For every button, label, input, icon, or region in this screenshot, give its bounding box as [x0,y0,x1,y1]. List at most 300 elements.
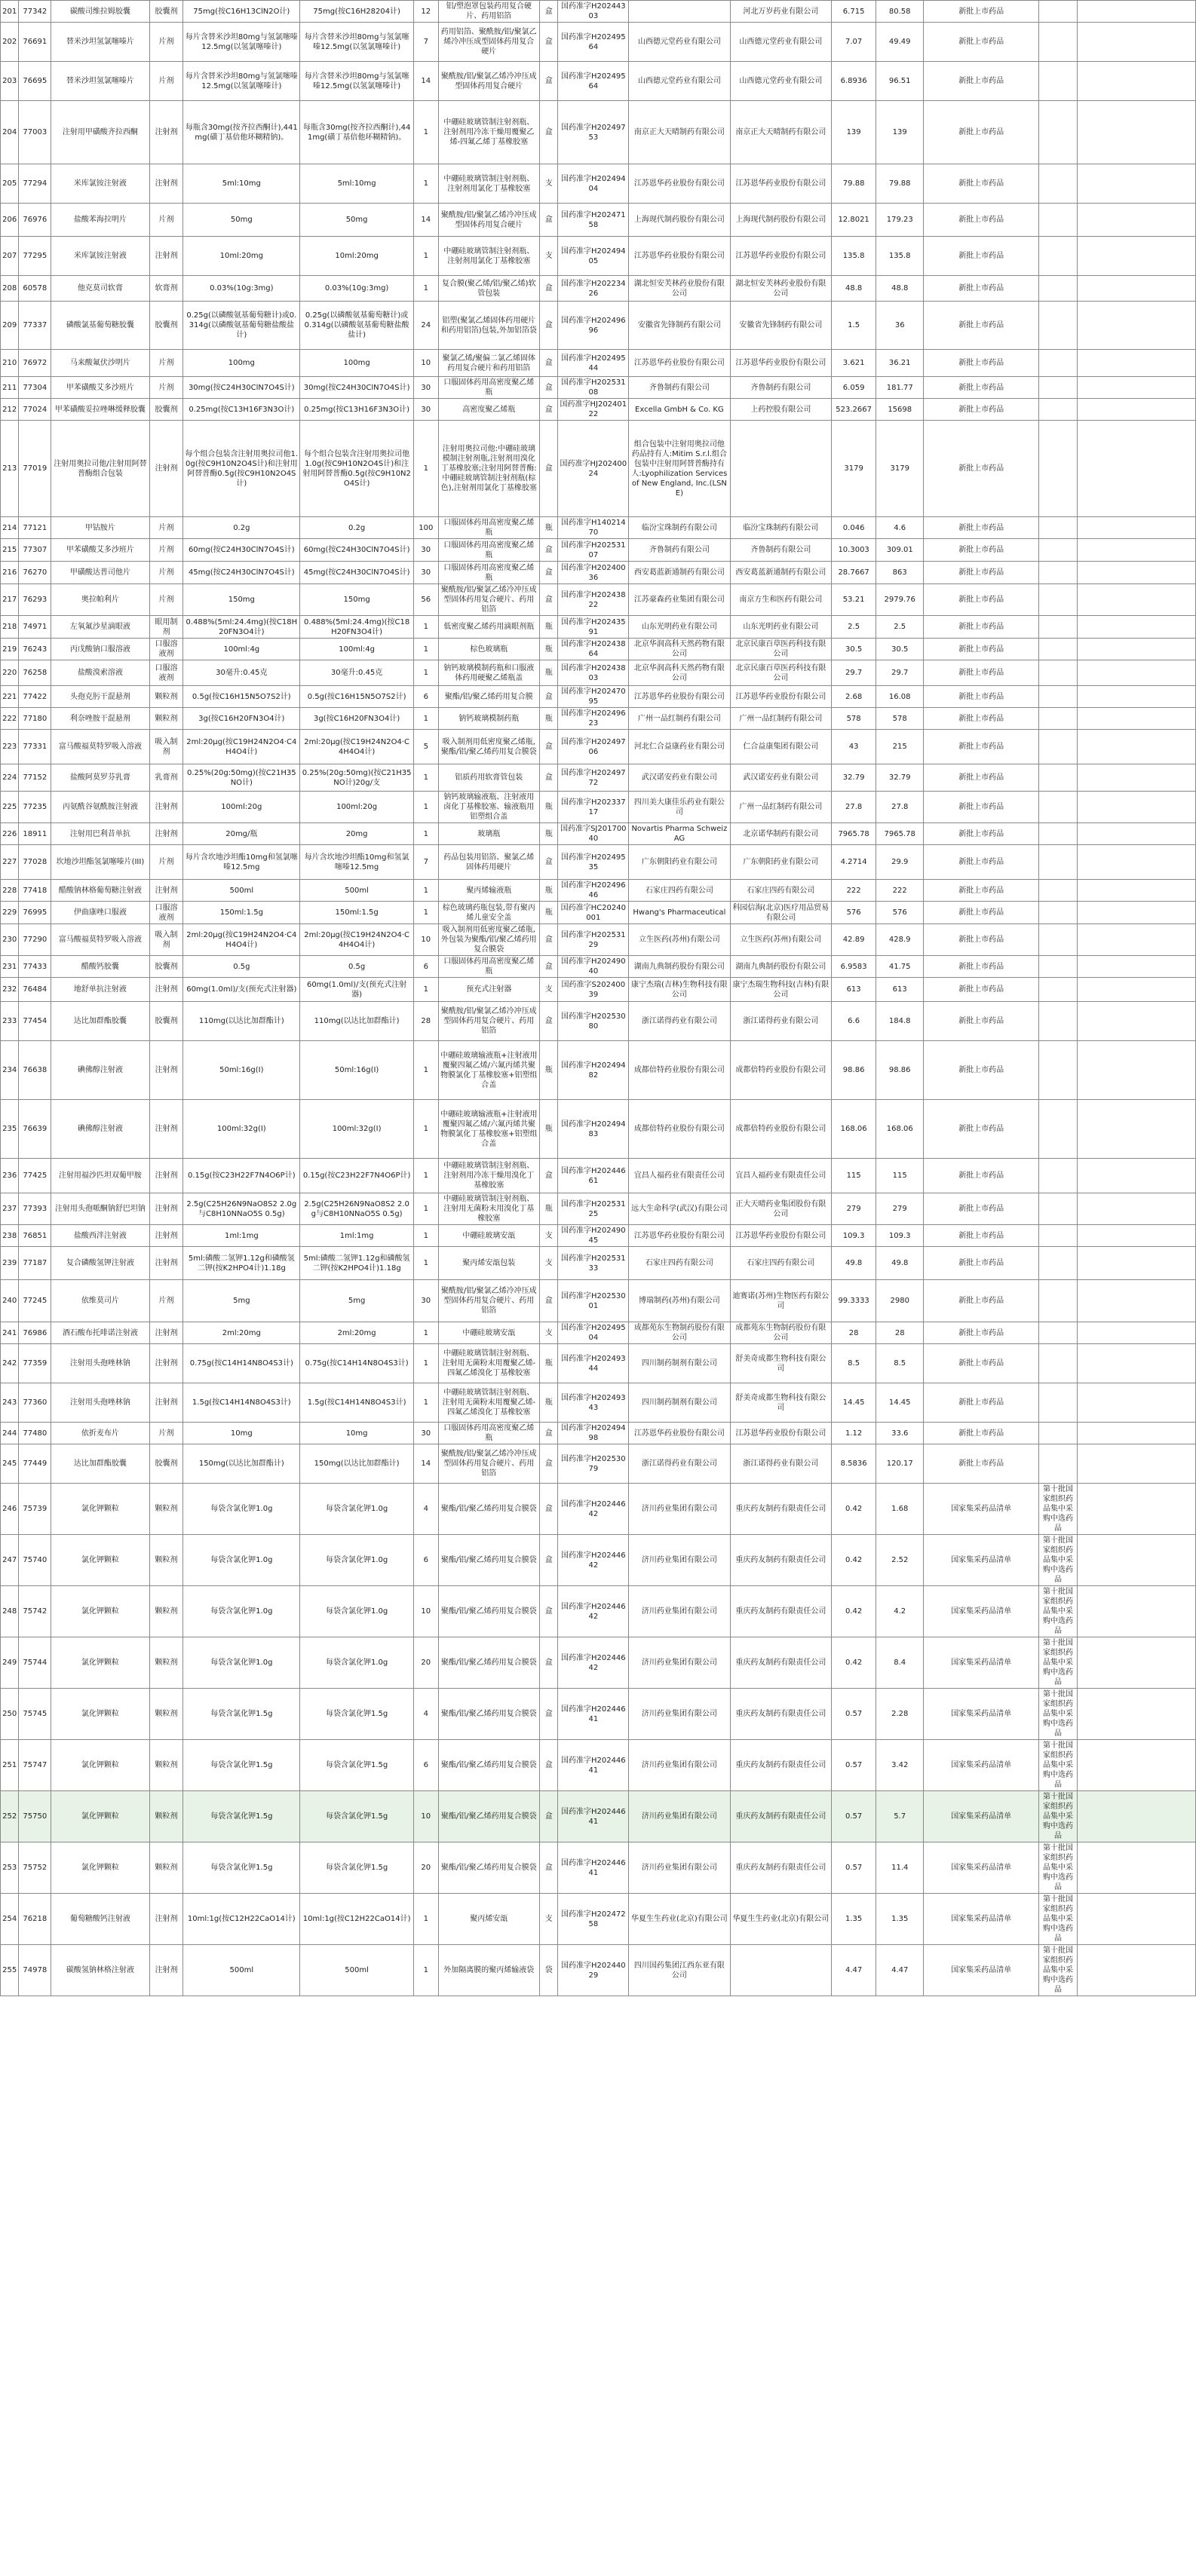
empty-cell [1078,823,1196,845]
unit-price-cell: 1.12 [832,1423,876,1444]
specification-cell: 每袋含氯化钾1.0g [183,1637,300,1689]
unit-price-cell: 30.5 [832,639,876,660]
license-holder-cell: 康宁杰瑞(吉林)生物科技有限公司 [629,978,730,1002]
unit-price-cell: 14.45 [832,1383,876,1423]
specification-cell: 3g(按C16H20FN3O4计) [183,708,300,730]
approval-number-cell: 国药准字HJ20240024 [558,421,629,517]
specification-cell: 0.25g(以磷酸氨基葡萄糖计)或0.314g(以磷酸氨基葡萄糖盐酸盐计) [183,302,300,350]
unit-price-cell: 1.5 [832,302,876,350]
dosage-form-cell: 片剂 [149,23,183,62]
unit-cell: 盒 [540,584,558,616]
approval-number-cell: 国药准字H20253125 [558,1193,629,1225]
conversion-ratio-cell: 12 [413,1,438,23]
license-holder-cell: 济川药业集团有限公司 [629,1586,730,1637]
package-price-cell: 36.21 [876,350,924,377]
manufacturer-cell: 舒美奇成都生物科技有限公司 [730,1344,831,1383]
table-row [1,1100,1196,1159]
remark-cell [1039,302,1078,350]
category-cell: 新批上市药品 [924,764,1039,792]
conversion-ratio-cell: 1 [413,1322,438,1344]
unit-price-cell: 32.79 [832,764,876,792]
approval-number-cell: 国药准字H20240036 [558,562,629,584]
license-holder-cell: 江苏恩华药业股份有限公司 [629,350,730,377]
unit-cell: 支 [540,1247,558,1280]
package-price-cell: 96.51 [876,62,924,101]
license-holder-cell: 江苏恩华药业股份有限公司 [629,686,730,708]
package-price-cell: 309.01 [876,539,924,562]
package-price-cell: 2.28 [876,1689,924,1740]
package-specification-cell: 100ml:20g [300,792,414,823]
dosage-form-cell: 注射剂 [149,1225,183,1247]
license-holder-cell: 成都倍特药业股份有限公司 [629,1041,730,1100]
package-price-cell: 28 [876,1322,924,1344]
packaging-material-cell: 吸入制剂用低密度聚乙烯瓶,外包装为聚酯/铝/聚乙烯药用复合膜袋 [438,924,539,956]
remark-cell [1039,730,1078,764]
packaging-material-cell: 药用铝箔、聚酰胺/铝/聚氯乙烯冷冲压成型固体药用复合硬片 [438,23,539,62]
empty-cell [1078,1444,1196,1484]
unit-cell: 盒 [540,399,558,421]
table-row [1,421,1196,517]
unit-price-cell: 523.2667 [832,399,876,421]
specification-cell: 100ml:32g(I) [183,1100,300,1159]
category-cell: 新批上市药品 [924,956,1039,978]
manufacturer-cell: 重庆药友制药有限责任公司 [730,1689,831,1740]
unit-price-cell: 4.2714 [832,845,876,880]
unit-price-cell: 168.06 [832,1100,876,1159]
license-holder-cell: 组合包装中注射用奥拉司他药品持有人:Mitim S.r.l.组合包装中注射用阿替普酶持有人:Lyophilization Services of New England, Inc.(LSNE) [629,421,730,517]
drug-code-cell: 76986 [19,1322,51,1344]
category-cell: 新批上市药品 [924,377,1039,399]
package-specification-cell: 2.5g(C25H26N9NaO8S2 2.0g与C8H10NNaO5S 0.5g) [300,1193,414,1225]
remark-cell [1039,237,1078,276]
unit-cell: 盒 [540,764,558,792]
manufacturer-cell: 科园信海(北京)医疗用品贸易有限公司 [730,902,831,924]
row-number-cell: 209 [1,302,19,350]
manufacturer-cell: 江苏恩华药业股份有限公司 [730,686,831,708]
license-holder-cell: 江苏豪森药业集团有限公司 [629,584,730,616]
packaging-material-cell: 聚酯/铝/聚乙烯药用复合膜袋 [438,1689,539,1740]
dosage-form-cell: 注射剂 [149,101,183,164]
conversion-ratio-cell: 1 [413,164,438,204]
conversion-ratio-cell: 1 [413,823,438,845]
license-holder-cell: 江苏恩华药业股份有限公司 [629,1423,730,1444]
drug-code-cell: 75740 [19,1535,51,1586]
license-holder-cell: 济川药业集团有限公司 [629,1484,730,1535]
packaging-material-cell: 钠钙玻璃模制药瓶和口服液体药用硬聚乙烯瓶盖 [438,660,539,686]
conversion-ratio-cell: 1 [413,616,438,639]
table-row [1,101,1196,164]
unit-cell: 盒 [540,1740,558,1791]
conversion-ratio-cell: 14 [413,204,438,237]
table-row [1,730,1196,764]
table-body [1,1,1196,1996]
dosage-form-cell: 注射剂 [149,792,183,823]
license-holder-cell: 浙江诺得药业有限公司 [629,1002,730,1041]
table-row [1,164,1196,204]
drug-code-cell: 77433 [19,956,51,978]
dosage-form-cell: 颗粒剂 [149,708,183,730]
remark-cell [1039,956,1078,978]
drug-name-cell: 注射用头孢哌酮钠舒巴坦钠 [51,1193,149,1225]
dosage-form-cell: 颗粒剂 [149,1740,183,1791]
manufacturer-cell: 江苏恩华药业股份有限公司 [730,1225,831,1247]
unit-price-cell: 576 [832,902,876,924]
unit-cell: 瓶 [540,1100,558,1159]
unit-cell: 盒 [540,1444,558,1484]
packaging-material-cell: 中硼硅玻璃管制注射剂瓶、注射用无菌粉末用覆聚乙烯-四氟乙烯溴化丁基橡胶塞 [438,1383,539,1423]
conversion-ratio-cell: 10 [413,1586,438,1637]
approval-number-cell: 国药准字H20253108 [558,377,629,399]
package-price-cell: 576 [876,902,924,924]
table-row [1,1002,1196,1041]
unit-cell: 盒 [540,1586,558,1637]
package-price-cell: 428.9 [876,924,924,956]
drug-code-cell: 76995 [19,902,51,924]
row-number-cell: 214 [1,517,19,539]
specification-cell: 每袋含氯化钾1.0g [183,1484,300,1535]
row-number-cell: 246 [1,1484,19,1535]
approval-number-cell: 国药准字H20249482 [558,1041,629,1100]
drug-code-cell: 74971 [19,616,51,639]
package-price-cell: 179.23 [876,204,924,237]
packaging-material-cell: 复合膜(聚乙烯/铝/聚乙烯)软管包装 [438,276,539,302]
dosage-form-cell: 颗粒剂 [149,1484,183,1535]
license-holder-cell: 浙江诺得药业有限公司 [629,1444,730,1484]
unit-cell: 盒 [540,101,558,164]
package-specification-cell: 150mg(以达比加群酯计) [300,1444,414,1484]
row-number-cell: 205 [1,164,19,204]
remark-cell [1039,1,1078,23]
package-price-cell: 115 [876,1159,924,1193]
unit-price-cell: 42.89 [832,924,876,956]
manufacturer-cell: 成都倍特药业股份有限公司 [730,1100,831,1159]
approval-number-cell: 国药准字H20249706 [558,730,629,764]
unit-price-cell: 10.3003 [832,539,876,562]
license-holder-cell: 广东朝阳药业有限公司 [629,845,730,880]
package-specification-cell: 每片含替米沙坦80mg与氢氯噻嗪12.5mg(以氢氯噻嗪计) [300,23,414,62]
package-specification-cell: 每袋含氯化钾1.0g [300,1586,414,1637]
unit-cell: 支 [540,978,558,1002]
manufacturer-cell: 立生医药(苏州)有限公司 [730,924,831,956]
category-cell: 新批上市药品 [924,1,1039,23]
package-specification-cell: 每袋含氯化钾1.0g [300,1484,414,1535]
drug-code-cell: 76691 [19,23,51,62]
manufacturer-cell: 西安葛蓝新通制药有限公司 [730,562,831,584]
table-row [1,302,1196,350]
category-cell: 新批上市药品 [924,660,1039,686]
package-price-cell: 32.79 [876,764,924,792]
row-number-cell: 221 [1,686,19,708]
conversion-ratio-cell: 4 [413,1689,438,1740]
unit-price-cell: 1.35 [832,1894,876,1945]
drug-name-cell: 氯化钾颗粒 [51,1842,149,1894]
packaging-material-cell: 玻璃瓶 [438,823,539,845]
empty-cell [1078,584,1196,616]
package-price-cell: 2.52 [876,1535,924,1586]
table-row [1,686,1196,708]
category-cell: 新批上市药品 [924,1041,1039,1100]
drug-code-cell: 18911 [19,823,51,845]
manufacturer-cell: 安徽省先锋制药有限公司 [730,302,831,350]
package-specification-cell: 75mg(按C16H28204计) [300,1,414,23]
drug-code-cell: 75744 [19,1637,51,1689]
drug-name-cell: 坎地沙坦酯氢氯噻嗪片(III) [51,845,149,880]
packaging-material-cell: 铝质药用软膏管包装 [438,764,539,792]
unit-price-cell: 53.21 [832,584,876,616]
empty-cell [1078,377,1196,399]
unit-price-cell: 12.8021 [832,204,876,237]
row-number-cell: 243 [1,1383,19,1423]
license-holder-cell [629,1,730,23]
specification-cell: 45mg(按C24H30ClN7O4S计) [183,562,300,584]
unit-cell: 盒 [540,845,558,880]
license-holder-cell: 华夏生生药业(北京)有限公司 [629,1894,730,1945]
empty-cell [1078,1322,1196,1344]
package-specification-cell: 5mg [300,1280,414,1322]
package-specification-cell: 2ml:20μg(按C19H24N2O4·C4H4O4计) [300,730,414,764]
dosage-form-cell: 颗粒剂 [149,1689,183,1740]
table-row [1,1484,1196,1535]
package-price-cell: 279 [876,1193,924,1225]
category-cell: 新批上市药品 [924,421,1039,517]
drug-name-cell: 盐酸阿莫罗芬乳膏 [51,764,149,792]
license-holder-cell: 济川药业集团有限公司 [629,1689,730,1740]
approval-number-cell: 国药准字H20249045 [558,1225,629,1247]
license-holder-cell: 四川美大康佳乐药业有限公司 [629,792,730,823]
package-price-cell: 3.42 [876,1740,924,1791]
package-price-cell: 16.08 [876,686,924,708]
drug-code-cell: 77418 [19,880,51,902]
table-row [1,978,1196,1002]
package-price-cell: 168.06 [876,1100,924,1159]
category-cell: 新批上市药品 [924,62,1039,101]
category-cell: 新批上市药品 [924,1383,1039,1423]
remark-cell [1039,562,1078,584]
drug-code-cell: 75739 [19,1484,51,1535]
table-row [1,1894,1196,1945]
license-holder-cell: 南京正大天晴制药有限公司 [629,101,730,164]
dosage-form-cell: 吸入制剂 [149,730,183,764]
remark-cell: 第十批国家组织药品集中采购中选药品 [1039,1637,1078,1689]
dosage-form-cell: 片剂 [149,204,183,237]
empty-cell [1078,639,1196,660]
unit-cell: 盒 [540,956,558,978]
empty-cell [1078,1041,1196,1100]
license-holder-cell: 济川药业集团有限公司 [629,1842,730,1894]
packaging-material-cell: 钠钙玻璃输液瓶、注射液用卤化丁基橡胶塞、输液瓶用铝塑组合盖 [438,792,539,823]
remark-cell [1039,616,1078,639]
package-price-cell: 1.35 [876,1894,924,1945]
approval-number-cell: 国药准字H20249564 [558,23,629,62]
row-number-cell: 254 [1,1894,19,1945]
empty-cell [1078,616,1196,639]
table-row [1,956,1196,978]
empty-cell [1078,1100,1196,1159]
specification-cell: 100ml:20g [183,792,300,823]
row-number-cell: 215 [1,539,19,562]
category-cell: 新批上市药品 [924,1193,1039,1225]
table-row [1,1225,1196,1247]
empty-cell [1078,517,1196,539]
license-holder-cell: 济川药业集团有限公司 [629,1535,730,1586]
row-number-cell: 252 [1,1791,19,1842]
conversion-ratio-cell: 30 [413,1423,438,1444]
approval-number-cell: 国药准字H20249753 [558,101,629,164]
table-row [1,1689,1196,1740]
drug-name-cell: 他克莫司软膏 [51,276,149,302]
specification-cell: 2ml:20μg(按C19H24N2O4·C4H4O4计) [183,924,300,956]
row-number-cell: 237 [1,1193,19,1225]
category-cell: 国家集采药品清单 [924,1740,1039,1791]
drug-name-cell: 盐酸苯海拉明片 [51,204,149,237]
table-row [1,616,1196,639]
unit-cell: 盒 [540,1280,558,1322]
drug-name-cell: 注射用甲磺酸齐拉西酮 [51,101,149,164]
license-holder-cell: 安徽省先锋制药有限公司 [629,302,730,350]
empty-cell [1078,708,1196,730]
remark-cell [1039,23,1078,62]
license-holder-cell: 博瑞制药(苏州)有限公司 [629,1280,730,1322]
drug-code-cell: 77245 [19,1280,51,1322]
conversion-ratio-cell: 1 [413,1344,438,1383]
manufacturer-cell: 宜昌人福药业有限责任公司 [730,1159,831,1193]
drug-name-cell: 酒石酸布托啡诺注射液 [51,1322,149,1344]
unit-price-cell: 578 [832,708,876,730]
unit-price-cell: 115 [832,1159,876,1193]
approval-number-cell: 国药准字H20244642 [558,1535,629,1586]
manufacturer-cell: 湖北恒安芙林药业股份有限公司 [730,276,831,302]
manufacturer-cell: 南京正大天晴制药有限公司 [730,101,831,164]
package-price-cell: 2980 [876,1280,924,1322]
table-row [1,237,1196,276]
license-holder-cell: Hwang's Pharmaceutical [629,902,730,924]
unit-cell: 瓶 [540,880,558,902]
license-holder-cell: 济川药业集团有限公司 [629,1637,730,1689]
drug-name-cell: 葡萄糖酸钙注射液 [51,1894,149,1945]
packaging-material-cell: 聚酰胺/铝/聚氯乙烯冷冲压成型固体药用复合硬片、药用铝箔 [438,1002,539,1041]
packaging-material-cell: 聚丙烯安瓿包装 [438,1247,539,1280]
unit-price-cell: 4.47 [832,1945,876,1996]
row-number-cell: 211 [1,377,19,399]
table-row [1,660,1196,686]
unit-cell: 盒 [540,204,558,237]
packaging-material-cell: 聚酰胺/铝/聚氯乙烯冷冲压成型固体药用复合硬片 [438,204,539,237]
unit-price-cell: 0.42 [832,1535,876,1586]
manufacturer-cell: 舒美奇成都生物科技有限公司 [730,1383,831,1423]
category-cell: 国家集采药品清单 [924,1535,1039,1586]
packaging-material-cell: 中硼硅玻璃管制注射剂瓶、注射剂用氯化丁基橡胶塞 [438,164,539,204]
drug-name-cell: 盐酸溴索溶液 [51,660,149,686]
conversion-ratio-cell: 1 [413,1945,438,1996]
specification-cell: 50ml:16g(I) [183,1041,300,1100]
package-price-cell: 48.8 [876,276,924,302]
unit-price-cell: 0.57 [832,1791,876,1842]
package-specification-cell: 0.2g [300,517,414,539]
drug-name-cell: 甲钴胺片 [51,517,149,539]
manufacturer-cell: 重庆药友制药有限责任公司 [730,1535,831,1586]
specification-cell: 500ml [183,880,300,902]
dosage-form-cell: 片剂 [149,1280,183,1322]
manufacturer-cell: 重庆药友制药有限责任公司 [730,1586,831,1637]
approval-number-cell: 国药准字H20249344 [558,1344,629,1383]
manufacturer-cell: 上海现代制药股份有限公司 [730,204,831,237]
specification-cell: 2.5g(C25H26N9NaO8S2 2.0g与C8H10NNaO5S 0.5g) [183,1193,300,1225]
dosage-form-cell: 注射剂 [149,978,183,1002]
specification-cell: 0.03%(10g:3mg) [183,276,300,302]
drug-name-cell: 醋酸钙胶囊 [51,956,149,978]
empty-cell [1078,1945,1196,1996]
table-row [1,377,1196,399]
drug-name-cell: 氯化钾颗粒 [51,1740,149,1791]
manufacturer-cell: 上药控股有限公司 [730,399,831,421]
license-holder-cell: 成都苑东生物制药股份有限公司 [629,1322,730,1344]
approval-number-cell: 国药准字S20240039 [558,978,629,1002]
remark-cell [1039,1383,1078,1423]
category-cell: 国家集采药品清单 [924,1894,1039,1945]
package-specification-cell: 500ml [300,1945,414,1996]
row-number-cell: 236 [1,1159,19,1193]
row-number-cell: 230 [1,924,19,956]
category-cell: 新批上市药品 [924,399,1039,421]
approval-number-cell: 国药准字H20253001 [558,1280,629,1322]
approval-number-cell: 国药准字H20247158 [558,204,629,237]
drug-code-cell: 77187 [19,1247,51,1280]
table-row [1,1586,1196,1637]
row-number-cell: 226 [1,823,19,845]
package-specification-cell: 0.488%(5ml:24.4mg)(按C18H20FN3O4计) [300,616,414,639]
unit-cell: 盒 [540,924,558,956]
row-number-cell: 206 [1,204,19,237]
license-holder-cell: 济川药业集团有限公司 [629,1791,730,1842]
row-number-cell: 228 [1,880,19,902]
dosage-form-cell: 颗粒剂 [149,1791,183,1842]
packaging-material-cell: 聚酯/铝/聚乙烯药用复合膜袋 [438,1842,539,1894]
unit-cell: 支 [540,164,558,204]
manufacturer-cell: 江苏恩华药业股份有限公司 [730,164,831,204]
table-row [1,764,1196,792]
empty-cell [1078,1225,1196,1247]
dosage-form-cell: 颗粒剂 [149,1637,183,1689]
category-cell: 新批上市药品 [924,616,1039,639]
drug-name-cell: 甲磺酸达普司他片 [51,562,149,584]
package-specification-cell: 100mg [300,350,414,377]
conversion-ratio-cell: 30 [413,377,438,399]
package-specification-cell: 2ml:20μg(按C19H24N2O4·C4H4O4计) [300,924,414,956]
manufacturer-cell: 浙江诺得药业有限公司 [730,1002,831,1041]
table-row [1,1945,1196,1996]
package-specification-cell: 60mg(1.0ml)/支(预充式注射器) [300,978,414,1002]
category-cell: 新批上市药品 [924,276,1039,302]
drug-code-cell: 75747 [19,1740,51,1791]
remark-cell [1039,276,1078,302]
specification-cell: 60mg(按C24H30ClN7O4S计) [183,539,300,562]
manufacturer-cell: 仁合益康集团有限公司 [730,730,831,764]
approval-number-cell: 国药准字H20243803 [558,660,629,686]
specification-cell: 150mg(以达比加群酯计) [183,1444,300,1484]
license-holder-cell: 立生医药(苏州)有限公司 [629,924,730,956]
category-cell: 新批上市药品 [924,350,1039,377]
manufacturer-cell: 广州一品红制药有限公司 [730,708,831,730]
remark-cell [1039,1247,1078,1280]
row-number-cell: 247 [1,1535,19,1586]
row-number-cell: 245 [1,1444,19,1484]
package-specification-cell: 50ml:16g(I) [300,1041,414,1100]
unit-price-cell: 6.8936 [832,62,876,101]
remark-cell: 第十批国家组织药品集中采购中选药品 [1039,1791,1078,1842]
unit-cell: 袋 [540,1945,558,1996]
license-holder-cell: 河北仁合益康药业有限公司 [629,730,730,764]
package-specification-cell: 3g(按C16H20FN3O4计) [300,708,414,730]
